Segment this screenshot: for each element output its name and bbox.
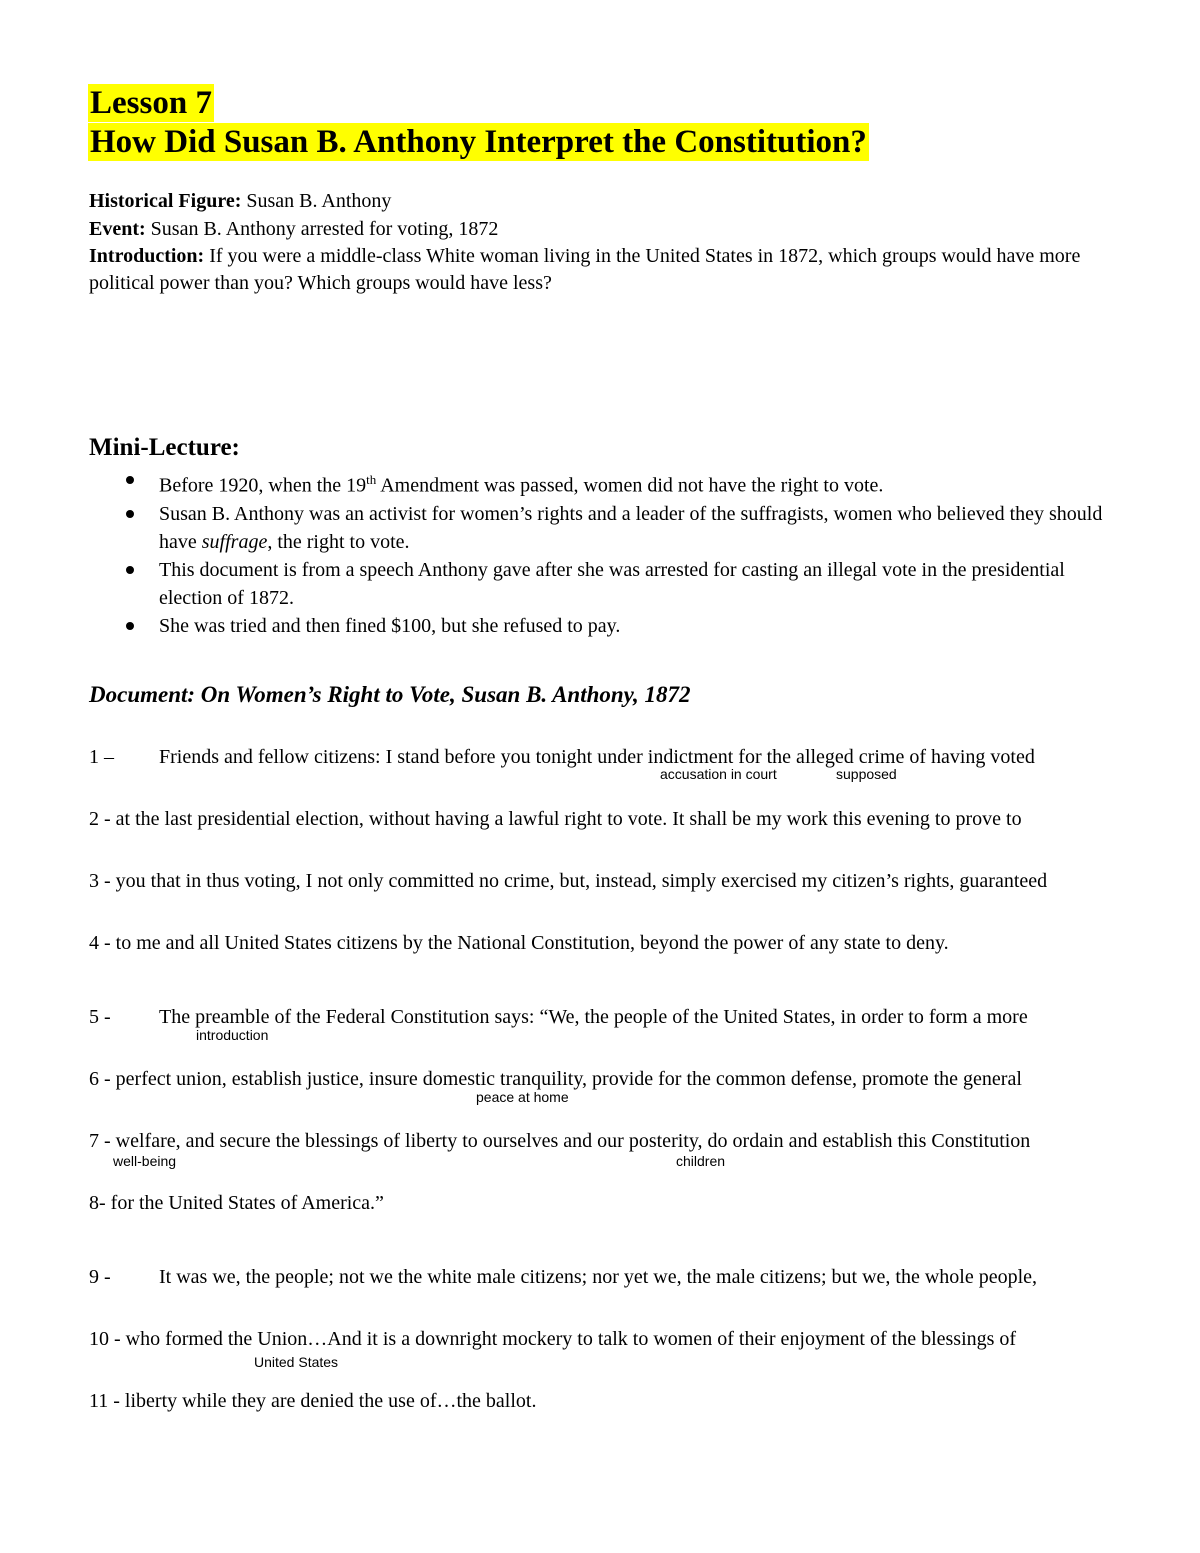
event [89,216,1119,243]
document-line-11: 11 - liberty while they are denied the use of…the ballot. [89,1390,537,1412]
document-line-4: 4 - to me and all United States citizens by the National Constitution, beyond the power of any state to deny. [89,932,949,954]
document-line-5: 5 - The preamble of the Federal Constitution says: “We, the people of the United States, in order to form a more [89,1006,1028,1028]
list-item: Susan B. Anthony was an activist for women’s rights and a leader of the suffragists, women who believed they should have suffrage, the right to vote. [89,500,1129,556]
document-line-10: 10 - who formed the Union…And it is a downright mockery to talk to women of their enjoyment of the blessings of [89,1328,1017,1350]
lesson-title: How Did Susan B. Anthony Interpret the Constitution? [90,124,867,160]
gloss-alleged: supposed [836,766,897,782]
introduction-value: If you were a middle-class White woman living in the United States in 1872, which groups would have more political power than you? Which groups would have less? [89,245,1081,294]
list-item: This document is from a speech Anthony gave after she was arrested for casting an illegal vote in the presidential election of 1872. [89,556,1129,612]
historical-figure-value: Susan B. Anthony [241,190,392,212]
list-item: She was tried and then fined $100, but she refused to pay. [89,612,1129,640]
lesson-number: Lesson 7 [90,85,212,121]
gloss-welfare: well-being [113,1153,177,1169]
document-line-3: 3 - you that in thus voting, I not only committed no crime, but, instead, simply exercised my citizen’s rights, guaranteed [89,870,1048,892]
document-line-2: 2 - at the last presidential election, without having a lawful right to vote. It shall be my work this evening to prove to [89,808,1022,830]
gloss-tranquility: peace at home [476,1089,569,1105]
introduction-label: Introduction: [89,245,205,267]
event-label: Event: [89,218,146,240]
historical-figure [89,188,1119,215]
document-title: Document: On Women’s Right to Vote, Susan B. Anthony, 1872 [89,682,691,707]
document-line-8: 8- for the United States of America.” [89,1192,384,1214]
historical-figure-label: Historical Figure: [89,190,242,212]
mini-lecture-list [89,466,1129,640]
list-item: Before 1920, when the 19th Amendment was passed, women did not have the right to vote. [89,466,1129,500]
introduction [89,243,1119,297]
gloss-indictment: accusation in court [660,766,777,782]
event-value: Susan B. Anthony arrested for voting, 1872 [145,218,499,240]
gloss-preamble: introduction [196,1027,269,1043]
mini-lecture-title: Mini-Lecture: [89,434,240,461]
gloss-posterity: children [676,1153,726,1169]
document-line-7: 7 - welfare, and secure the blessings of liberty to ourselves and our posterity, do ordain and establish this Constitution [89,1130,1031,1152]
document-line-1: 1 – Friends and fellow citizens: I stand before you tonight under indictment for the alleged crime of having voted [89,746,1035,768]
document-line-6: 6 - perfect union, establish justice, insure domestic tranquility, provide for the common defense, promote the general [89,1068,1022,1090]
document-line-9: 9 - It was we, the people; not we the white male citizens; nor yet we, the male citizens; but we, the whole people, [89,1266,1038,1288]
gloss-union: United States [254,1354,339,1370]
